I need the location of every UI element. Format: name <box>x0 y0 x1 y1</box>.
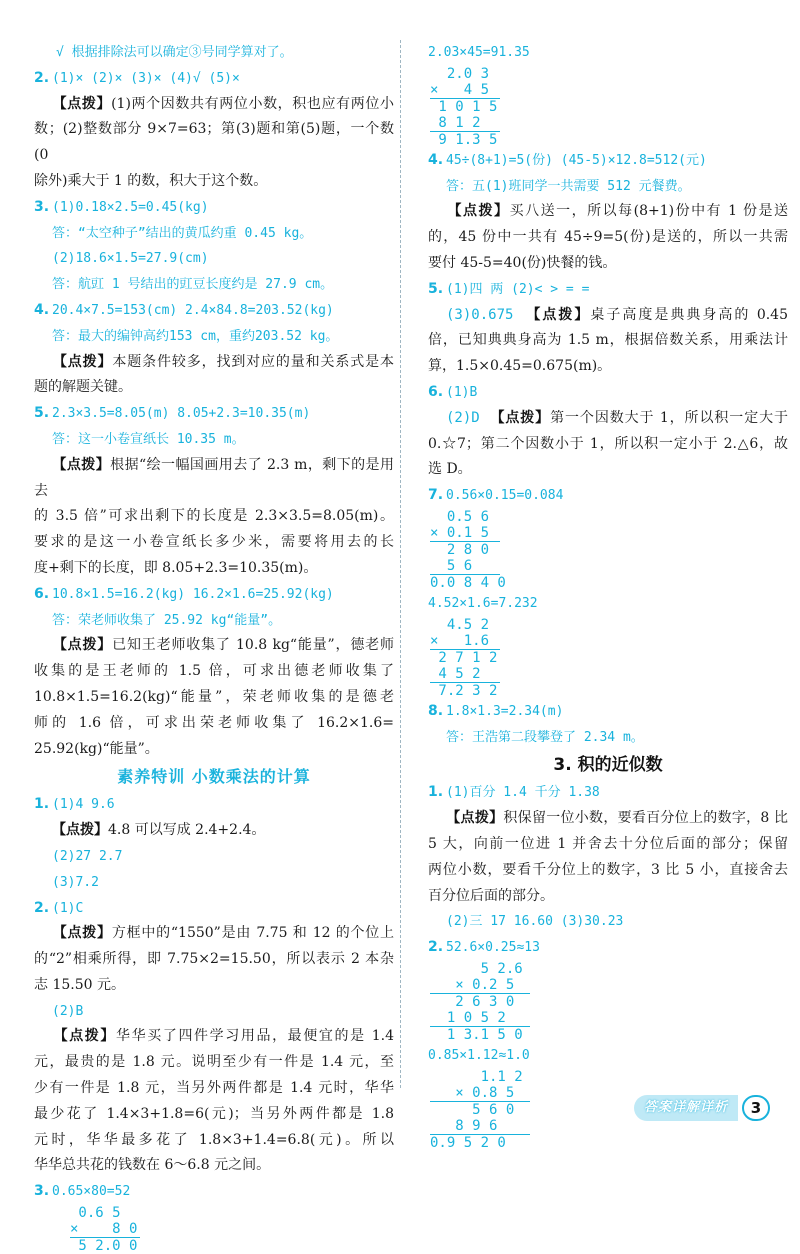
hint-text: 要求的是这一小卷宣纸长多少米，需要将用去的长 <box>34 534 394 551</box>
section-title: 3. 积的近似数 <box>553 755 663 776</box>
vertical-calculation: 2.0 3 × 4 5 1 0 1 5 8 1 2 9 1.3 5 <box>430 66 788 148</box>
hint-text: 【点拨】方框中的“1550”是由 7.75 和 12 的个位上 <box>52 925 395 942</box>
answer-line: 答：航豇 1 号结出的豇豆长度约是 27.9 cm。 <box>52 277 334 293</box>
hint-text: 【点拨】4.8 可以写成 2.4+2.4。 <box>52 822 266 839</box>
hint-text: 【点拨】积保留一位小数，要看百分位上的数字，8 比 <box>446 810 789 827</box>
question-8-answer: 8. 1.8×1.3=2.34(m) <box>428 702 564 719</box>
hint-text: 【点拨】买八送一，所以每(8+1)份中有 1 份是送 <box>446 203 789 220</box>
vertical-calculation: 0.5 6 × 0.1 5 2 8 0 5 6 0.0 8 4 0 <box>430 508 506 591</box>
hint-text: 除外)乘大于 1 的数，积大于这个数。 <box>34 172 268 189</box>
hint-text: 倍，已知典典身高为 1.5 m，根据倍数关系，用乘法计 <box>428 332 788 349</box>
question-2-answer: 2. (1)× (2)× (3)× (4)√ (5)× <box>34 69 240 86</box>
footer-label: 答案详解详析 <box>634 1095 738 1121</box>
answer-line: 答：“太空种子”结出的黄瓜约重 0.45 kg。 <box>52 225 313 241</box>
answer-line: 答：五(1)班同学一共需要 512 元餐费。 <box>446 178 691 194</box>
hint-text: 0.☆7；第二个因数小于 1，所以积一定小于 2.△6，故 <box>428 435 788 452</box>
hint-text: (2)D 【点拨】第一个因数大于 1，所以积一定大于 <box>446 409 789 426</box>
hint-text: 志 15.50 元。 <box>34 976 125 993</box>
hint-text: 元，最贵的是 1.8 元。说明至少有一件是 1.4 元，至 <box>34 1054 394 1071</box>
answer-line: (3)7.2 <box>52 874 99 890</box>
section-title: 素养特训 小数乘法的计算 <box>117 767 311 787</box>
question-6-answer: 6. 10.8×1.5=16.2(kg) 16.2×1.6=25.92(kg) <box>34 585 334 602</box>
question-3-answer: 3. (1)0.18×2.5=0.45(kg) <box>34 198 209 215</box>
answer-line: 答：这一小卷宣纸长 10.35 m。 <box>52 431 245 447</box>
practice-1-answer: 1. (1)4 9.6 <box>34 796 115 813</box>
hint-text: 的 3.5 倍”可求出剩下的长度是 2.3×3.5=8.05(m)。 <box>34 508 394 525</box>
approx-2-answer: 2. 52.6×0.25≈13 <box>428 939 540 956</box>
hint-text: 【点拨】根据“绘一幅国画用去了 2.3 m，剩下的是用去 <box>34 456 394 499</box>
right-column <box>428 40 788 1151</box>
question-5-answer: 5. (1)四 两 (2)< > = = <box>428 280 590 297</box>
hint-text: 【点拨】已知王老师收集了 10.8 kg“能量”，德老师 <box>52 637 395 654</box>
hint-text: 25.92(kg)“能量”。 <box>34 740 159 757</box>
hint-text: 的“2”相乘所得，即 7.75×2=15.50，所以表示 2 本杂 <box>34 951 394 968</box>
answer-line: √ 根据排除法可以确定③号同学算对了。 <box>56 45 293 60</box>
hint-text: 师的 1.6 倍，可求出荣老师收集了 16.2×1.6= <box>34 714 394 731</box>
hint-text: 少有一件是 1.8 元，当另外两件都是 1.4 元时，华华 <box>34 1080 394 1097</box>
answer-line: (2)18.6×1.5=27.9(cm) <box>52 251 209 267</box>
practice-2-answer: 2. (1)C <box>34 899 84 916</box>
vertical-calculation: 5 2.6 × 0.2 5 2 6 3 0 1 0 5 2 1 3.1 5 0 <box>430 961 788 1043</box>
answer-line: (2)三 17 16.60 (3)30.23 <box>446 914 624 930</box>
hint-text: 百分位后面的部分。 <box>428 887 554 904</box>
hint-text: 收集的是王老师的 1.5 倍，可求出德老师收集了 <box>34 663 394 680</box>
answer-line: 2.03×45=91.35 <box>428 45 530 60</box>
question-6-answer: 6. (1)B <box>428 383 478 400</box>
answer-line: 4.52×1.6=7.232 <box>428 595 538 611</box>
hint-text: 华华总共花的钱数在 6～6.8 元之间。 <box>34 1157 271 1174</box>
hint-text: 算，1.5×0.45=0.675(m)。 <box>428 358 612 375</box>
hint-text: 【点拨】华华买了四件学习用品，最便宜的是 1.4 <box>52 1028 395 1045</box>
hint-text: 两位小数，要看千分位上的数字，3 比 5 小，直接舍去 <box>428 861 788 878</box>
practice-3-answer: 3. 0.65×80=52 <box>34 1183 131 1200</box>
vertical-calculation: 0.6 5 × 8 0 5 2.0 0 <box>70 1205 394 1254</box>
vertical-calculation: 4.5 2 × 1.6 2 7 1 2 4 5 2 7.2 3 2 <box>430 617 788 699</box>
vertical-calculation: 1.1 2 × 0.8 5 5 6 0 8 9 6 0.9 5 2 0 <box>430 1069 788 1151</box>
question-7-answer: 7. 0.56×0.15=0.084 <box>428 487 564 504</box>
hint-text: 【点拨】(1)两个因数共有两位小数，积也应有两位小 <box>52 95 394 112</box>
approx-1-answer: 1. (1)百分 1.4 千分 1.38 <box>428 784 600 801</box>
question-4-answer: 4. 45÷(8+1)=5(份) (45-5)×12.8=512(元) <box>428 151 707 168</box>
hint-text: 5 大，向前一位进 1 并舍去十分位后面的部分；保留 <box>428 835 788 852</box>
page-footer-badge <box>634 1095 770 1121</box>
hint-text: 的，45 份中一共有 45÷9=5(份)是送的，所以一共需 <box>428 229 788 246</box>
left-column <box>34 40 394 1254</box>
hint-text: 要付 45-5=40(份)快餐的钱。 <box>428 254 617 271</box>
answer-line: (2)27 2.7 <box>52 848 123 864</box>
answer-line: 答：王浩第二段攀登了 2.34 m。 <box>446 729 644 745</box>
hint-text: 最少花了 1.4×3+1.8=6(元)；当另外两件都是 1.8 <box>34 1105 394 1122</box>
hint-text: 度+剩下的长度，即 8.05+2.3=10.35(m)。 <box>34 559 318 576</box>
hint-text: (3)0.675 【点拨】桌子高度是典典身高的 0.45 <box>446 306 789 323</box>
hint-text: 选 D。 <box>428 461 472 478</box>
answer-line: 0.85×1.12≈1.0 <box>428 1047 530 1063</box>
question-5-answer: 5. 2.3×3.5=8.05(m) 8.05+2.3=10.35(m) <box>34 405 311 422</box>
page-number: 3 <box>742 1095 770 1121</box>
hint-text: 数；(2)整数部分 9×7=63；第(3)题和第(5)题，一个数(0 <box>34 121 394 164</box>
hint-text: 元时，华华最多花了 1.8×3+1.4=6.8(元)。所以 <box>34 1131 394 1148</box>
answer-line: 答：荣老师收集了 25.92 kg“能量”。 <box>52 612 282 628</box>
answer-line: 答：最大的编钟高约153 cm，重约203.52 kg。 <box>52 328 339 344</box>
column-divider <box>400 40 401 1088</box>
hint-text: 【点拨】本题条件较多，找到对应的量和关系式是本 <box>52 353 395 370</box>
question-4-answer: 4. 20.4×7.5=153(cm) 2.4×84.8=203.52(kg) <box>34 301 334 318</box>
answer-line: (2)B <box>52 1003 84 1019</box>
hint-text: 题的解题关键。 <box>34 379 132 396</box>
hint-text: 10.8×1.5=16.2(kg)“能量”，荣老师收集的是德老 <box>34 688 394 705</box>
